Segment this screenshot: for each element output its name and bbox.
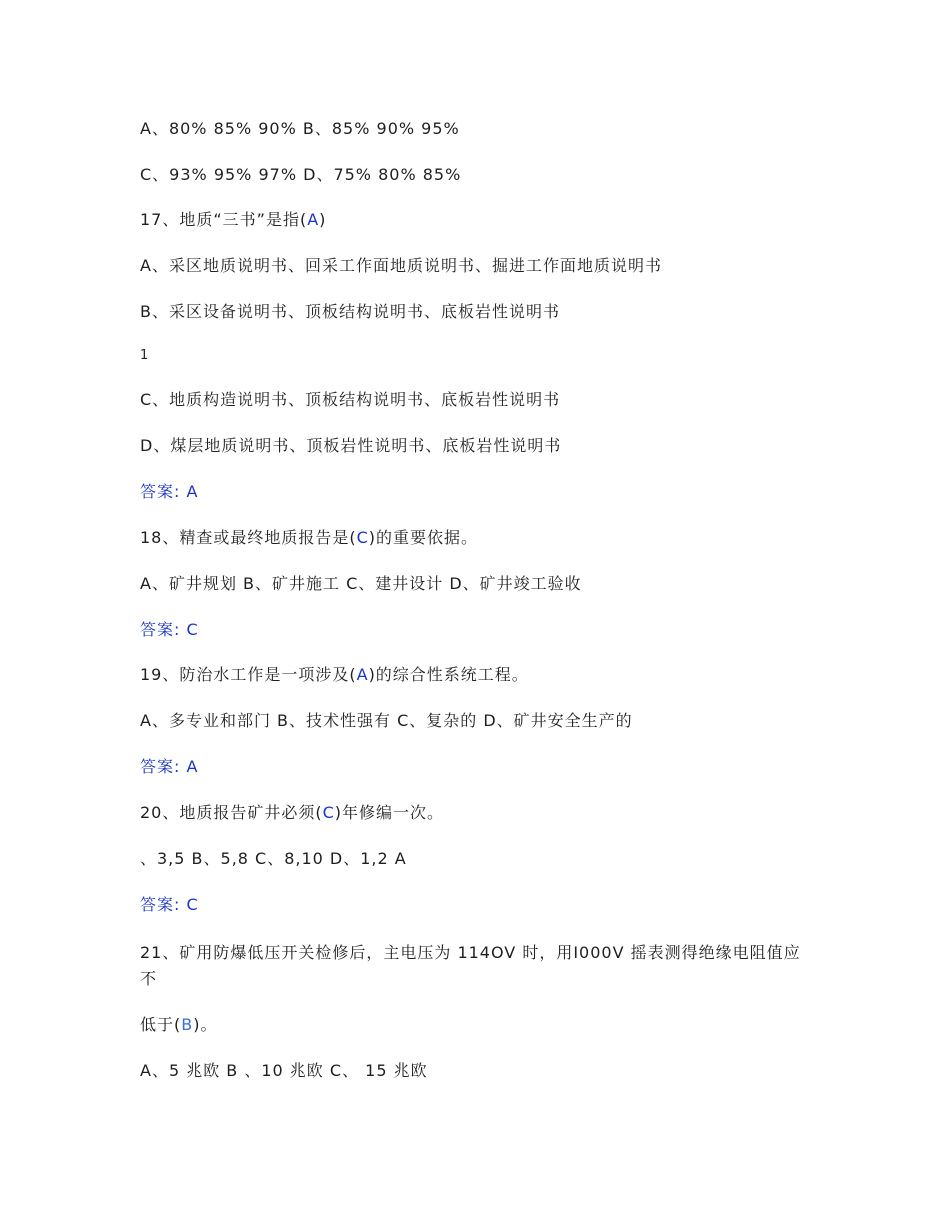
question-17 (140, 209, 326, 231)
question-text: )的综合性系统工程。 (368, 665, 529, 684)
question-text: 18、精查或最终地质报告是( (140, 528, 357, 547)
option-line: A、5 兆欧 B 、10 兆欧 C、 15 兆欧 (140, 1061, 428, 1080)
question-text: )。 (193, 1015, 218, 1034)
question-21: 21、矿用防爆低压开关检修后，主电压为 114OV 时，用I000V 摇表测得绝缘电阻值应不 (140, 943, 801, 988)
question-text: ) (319, 210, 327, 229)
option-line: A、采区地质说明书、回采工作面地质说明书、掘进工作面地质说明书 (140, 256, 662, 275)
option-line: C、93% 95% 97% D、75% 80% 85% (140, 165, 462, 184)
question-19 (140, 664, 529, 686)
inline-answer: A (356, 665, 369, 684)
inline-answer: C (356, 528, 369, 547)
question-text: 低于( (140, 1015, 182, 1034)
option-line: D、煤层地质说明书、顶板岩性说明书、底板岩性说明书 (140, 436, 562, 455)
answer-line: 答案: C (140, 895, 199, 914)
question-text: )的重要依据。 (368, 528, 479, 547)
page-number: 1 (140, 348, 149, 363)
question-text: 17、地质“三书”是指( (140, 210, 308, 229)
question-text: 19、防治水工作是一项涉及( (140, 665, 357, 684)
option-line: 、3,5 B、5,8 C、8,10 D、1,2 A (140, 849, 407, 868)
answer-line: 答案: A (140, 757, 199, 776)
question-20 (140, 802, 444, 824)
question-text: )年修编一次。 (334, 803, 445, 822)
option-line: A、矿井规划 B、矿井施工 C、建井设计 D、矿井竣工验收 (140, 574, 582, 593)
question-18 (140, 527, 478, 549)
inline-answer: B (181, 1015, 194, 1034)
question-text: 20、地质报告矿井必须( (140, 803, 323, 822)
question-21-continuation (140, 1014, 217, 1036)
inline-answer: C (322, 803, 335, 822)
inline-answer: A (307, 210, 320, 229)
answer-line: 答案: A (140, 482, 199, 501)
option-line: A、多专业和部门 B、技术性强有 C、复杂的 D、矿井安全生产的 (140, 711, 633, 730)
answer-line: 答案: C (140, 620, 199, 639)
option-line: C、地质构造说明书、顶板结构说明书、底板岩性说明书 (140, 390, 561, 409)
option-line: B、采区设备说明书、顶板结构说明书、底板岩性说明书 (140, 302, 560, 321)
option-line: A、80% 85% 90% B、85% 90% 95% (140, 119, 460, 138)
